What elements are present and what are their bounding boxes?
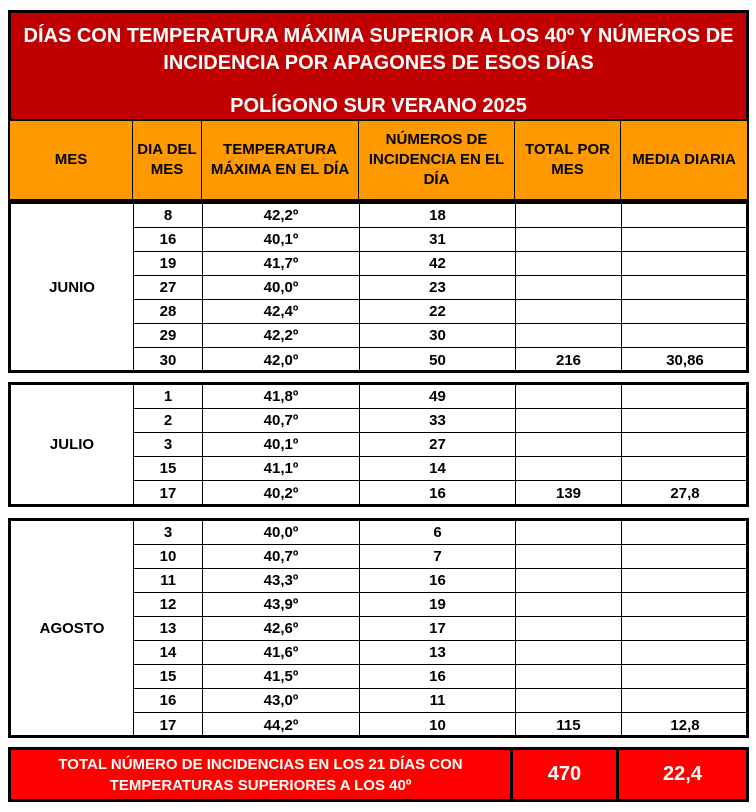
incidents-cell: 49 [360, 385, 516, 408]
incidents-cell: 13 [360, 641, 516, 664]
total-cell [516, 457, 622, 480]
report-subtitle: POLÍGONO SUR VERANO 2025 [230, 95, 527, 117]
incidents-cell: 50 [360, 348, 516, 372]
temp-cell: 42,0º [203, 348, 360, 372]
table-row [134, 689, 746, 713]
table-header-row [8, 120, 749, 201]
total-cell [516, 276, 622, 299]
total-cell [516, 593, 622, 616]
temp-cell: 41,7º [203, 252, 360, 275]
total-cell [516, 641, 622, 664]
day-cell: 28 [134, 300, 203, 323]
temp-cell: 42,2º [203, 204, 360, 227]
table-row [134, 481, 746, 505]
temp-cell: 42,4º [203, 300, 360, 323]
incidents-cell: 14 [360, 457, 516, 480]
table-row [134, 324, 746, 348]
total-cell: 115 [516, 713, 622, 737]
month-name: AGOSTO [11, 521, 134, 735]
temp-cell: 42,2º [203, 324, 360, 347]
table-row [134, 300, 746, 324]
temp-cell: 43,9º [203, 593, 360, 616]
incidents-cell: 16 [360, 569, 516, 592]
temp-cell: 40,1º [203, 228, 360, 251]
day-cell: 3 [134, 521, 203, 544]
table-row [134, 521, 746, 545]
day-cell: 17 [134, 481, 203, 505]
total-cell [516, 617, 622, 640]
day-cell: 12 [134, 593, 203, 616]
incidents-cell: 22 [360, 300, 516, 323]
day-cell: 15 [134, 665, 203, 688]
header-max-temp: TEMPERATURA MÁXIMA EN EL DÍA [202, 121, 359, 199]
temp-cell: 40,2º [203, 481, 360, 505]
average-cell [622, 545, 748, 568]
table-row [134, 409, 746, 433]
month-section-agosto [8, 518, 749, 738]
total-cell [516, 689, 622, 712]
table-row [134, 665, 746, 689]
table-row [134, 385, 746, 409]
table-row [134, 457, 746, 481]
incidents-cell: 30 [360, 324, 516, 347]
average-cell [622, 593, 748, 616]
average-cell [622, 433, 748, 456]
day-cell: 3 [134, 433, 203, 456]
table-row [134, 617, 746, 641]
temp-cell: 40,0º [203, 276, 360, 299]
incidents-cell: 11 [360, 689, 516, 712]
average-cell [622, 457, 748, 480]
table-row [134, 641, 746, 665]
temp-cell: 42,6º [203, 617, 360, 640]
day-cell: 10 [134, 545, 203, 568]
incidents-cell: 31 [360, 228, 516, 251]
day-cell: 14 [134, 641, 203, 664]
average-cell [622, 617, 748, 640]
incidents-cell: 23 [360, 276, 516, 299]
day-cell: 19 [134, 252, 203, 275]
header-day: DIA DEL MES [133, 121, 202, 199]
table-row [134, 348, 746, 372]
average-cell [622, 204, 748, 227]
total-cell [516, 545, 622, 568]
month-name: JULIO [11, 385, 134, 504]
average-cell [622, 409, 748, 432]
table-row [134, 276, 746, 300]
total-cell [516, 324, 622, 347]
total-cell [516, 433, 622, 456]
temp-cell: 41,1º [203, 457, 360, 480]
temp-cell: 43,3º [203, 569, 360, 592]
average-cell [622, 521, 748, 544]
day-cell: 1 [134, 385, 203, 408]
day-cell: 13 [134, 617, 203, 640]
temp-cell: 40,7º [203, 409, 360, 432]
average-cell [622, 665, 748, 688]
temp-cell: 44,2º [203, 713, 360, 737]
table-row [134, 569, 746, 593]
table-row [134, 204, 746, 228]
table-row [134, 252, 746, 276]
average-cell [622, 569, 748, 592]
average-cell [622, 385, 748, 408]
month-section-junio [8, 201, 749, 373]
day-cell: 30 [134, 348, 203, 372]
incidents-cell: 10 [360, 713, 516, 737]
incidents-cell: 42 [360, 252, 516, 275]
average-cell [622, 641, 748, 664]
total-cell [516, 204, 622, 227]
day-cell: 27 [134, 276, 203, 299]
table-row [134, 433, 746, 457]
day-cell: 16 [134, 689, 203, 712]
month-section-julio [8, 382, 749, 507]
average-cell [622, 276, 748, 299]
grand-total-label: TOTAL NÚMERO DE INCIDENCIAS EN LOS 21 DÍAS CON TEMPERATURAS SUPERIORES A LOS 40º [11, 750, 513, 799]
average-cell: 12,8 [670, 716, 700, 734]
table-row [134, 228, 746, 252]
average-cell [622, 300, 748, 323]
day-cell: 17 [134, 713, 203, 737]
temp-cell: 40,0º [203, 521, 360, 544]
average-cell [622, 689, 748, 712]
table-row [134, 545, 746, 569]
incidents-cell: 16 [360, 481, 516, 505]
day-cell: 15 [134, 457, 203, 480]
total-cell [516, 228, 622, 251]
temp-cell: 41,5º [203, 665, 360, 688]
average-cell: 30,86 [666, 351, 704, 369]
total-cell [516, 521, 622, 544]
temp-cell: 43,0º [203, 689, 360, 712]
incidents-cell: 27 [360, 433, 516, 456]
incidents-cell: 16 [360, 665, 516, 688]
average-cell [622, 228, 748, 251]
total-cell [516, 252, 622, 275]
total-cell [516, 665, 622, 688]
total-cell [516, 569, 622, 592]
day-cell: 2 [134, 409, 203, 432]
day-cell: 29 [134, 324, 203, 347]
table-row [134, 593, 746, 617]
month-name: JUNIO [11, 204, 134, 370]
total-cell: 139 [516, 481, 622, 505]
report-title-block [8, 10, 749, 122]
total-cell: 216 [516, 348, 622, 372]
incidents-cell: 7 [360, 545, 516, 568]
total-cell [516, 300, 622, 323]
table-row [134, 713, 746, 737]
grand-total-row [8, 747, 749, 802]
incidents-cell: 17 [360, 617, 516, 640]
header-incidents: NÚMEROS DE INCIDENCIA EN EL DÍA [359, 121, 515, 199]
report-title: DÍAS CON TEMPERATURA MÁXIMA SUPERIOR A LOS 40º Y NÚMEROS DE INCIDENCIA POR APAGONES DE ESOS DÍAS [23, 25, 734, 74]
grand-total-value: 470 [513, 750, 619, 799]
total-cell [516, 409, 622, 432]
header-month-total: TOTAL POR MES [515, 121, 621, 199]
header-daily-average: MEDIA DIARIA [632, 151, 736, 168]
temp-cell: 40,1º [203, 433, 360, 456]
incidents-cell: 19 [360, 593, 516, 616]
temp-cell: 40,7º [203, 545, 360, 568]
incidents-cell: 6 [360, 521, 516, 544]
average-cell: 27,8 [670, 484, 700, 502]
temp-cell: 41,6º [203, 641, 360, 664]
average-cell [622, 252, 748, 275]
total-cell [516, 385, 622, 408]
temp-cell: 41,8º [203, 385, 360, 408]
day-cell: 16 [134, 228, 203, 251]
header-month: MES [10, 121, 133, 199]
incidents-cell: 18 [360, 204, 516, 227]
incidents-cell: 33 [360, 409, 516, 432]
day-cell: 11 [134, 569, 203, 592]
grand-total-average: 22,4 [663, 763, 702, 785]
day-cell: 8 [134, 204, 203, 227]
average-cell [622, 324, 748, 347]
